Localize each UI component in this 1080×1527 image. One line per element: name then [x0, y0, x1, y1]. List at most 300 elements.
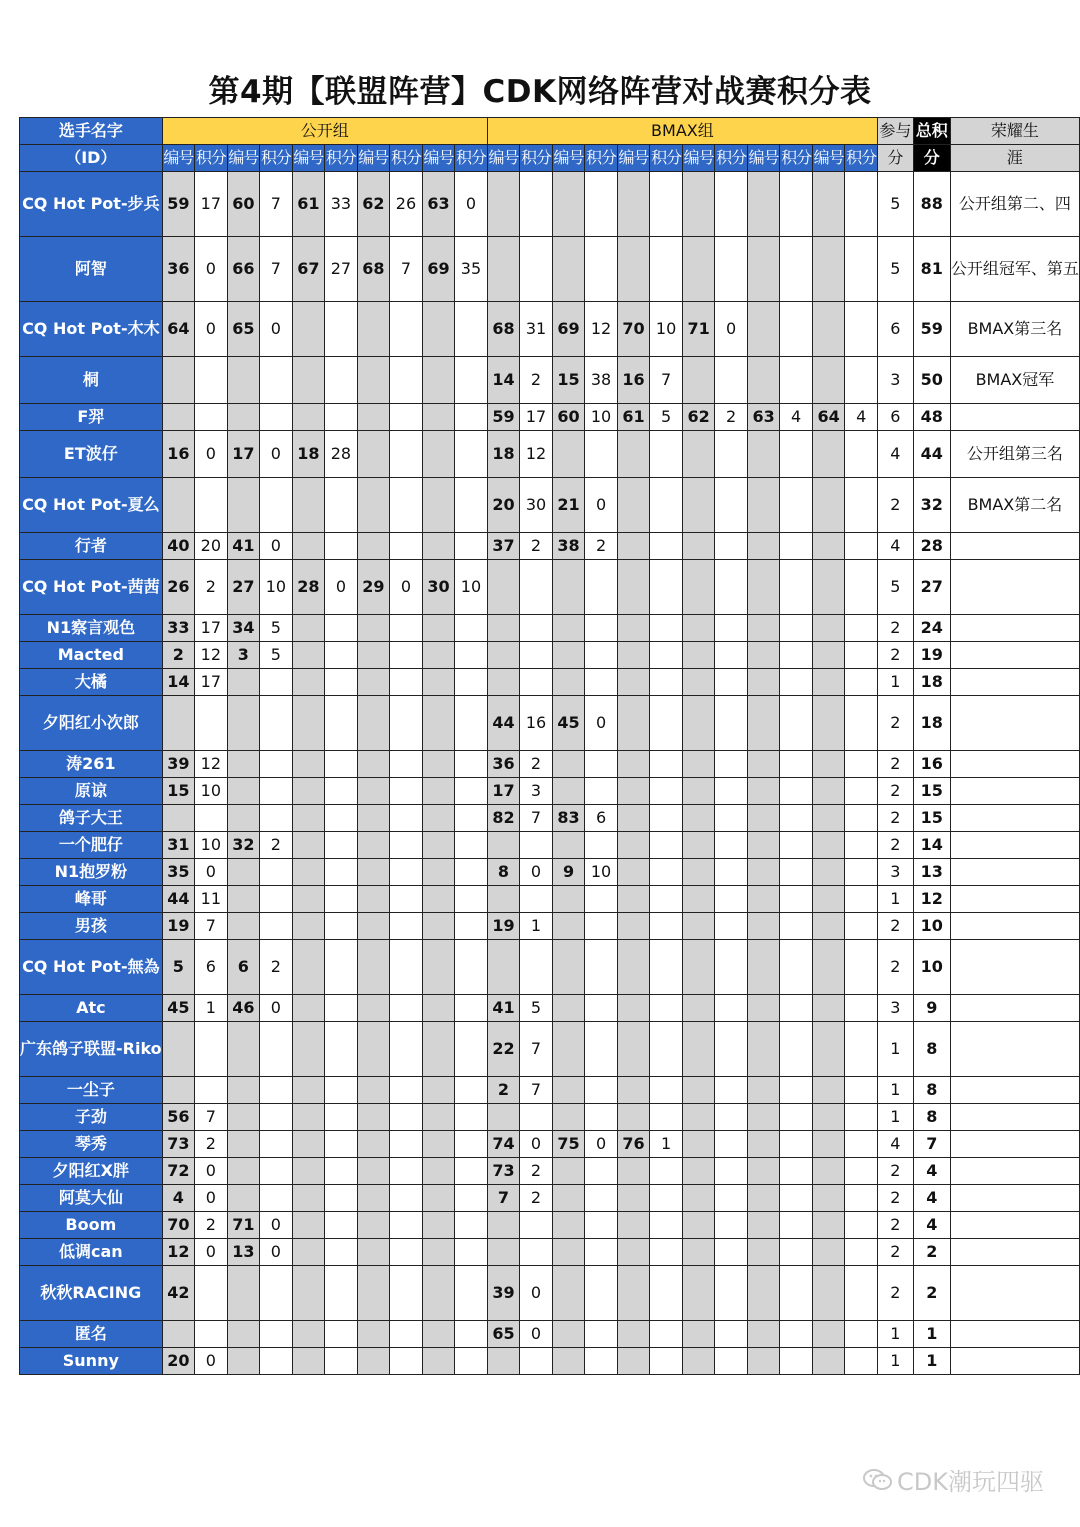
public-race-number: 31	[162, 832, 194, 859]
bmax-race-number	[812, 615, 844, 642]
table-row	[20, 669, 1080, 696]
bmax-race-score	[715, 913, 748, 940]
table-row	[20, 431, 1080, 478]
total-score: 24	[913, 615, 950, 642]
public-race-score: 28	[325, 431, 358, 478]
bmax-group-header: BMAX组	[487, 118, 877, 145]
bmax-race-score	[715, 995, 748, 1022]
bmax-race-number	[617, 431, 649, 478]
participation-score: 3	[878, 859, 914, 886]
bmax-race-score	[715, 778, 748, 805]
public-race-score	[260, 404, 293, 431]
bmax-race-number	[487, 669, 519, 696]
bmax-race-number	[617, 478, 649, 533]
bmax-race-score	[585, 1077, 618, 1104]
bmax-race-score	[650, 615, 683, 642]
table-row	[20, 1022, 1080, 1077]
public-race-number: 56	[162, 1104, 194, 1131]
table-row	[20, 642, 1080, 669]
public-race-score	[455, 404, 488, 431]
sub-header-num: 编号	[357, 145, 389, 172]
public-race-score	[325, 751, 358, 778]
bmax-race-score	[520, 886, 553, 913]
bmax-race-number: 71	[682, 302, 714, 357]
bmax-race-score	[780, 1239, 813, 1266]
bmax-race-number	[487, 1348, 519, 1375]
bmax-race-number	[552, 1321, 584, 1348]
public-race-score: 12	[195, 751, 228, 778]
public-race-number	[357, 1131, 389, 1158]
public-race-score: 0	[260, 431, 293, 478]
public-race-number	[292, 886, 324, 913]
bmax-race-score	[845, 669, 878, 696]
public-race-score	[390, 669, 423, 696]
public-race-score	[195, 357, 228, 404]
bmax-race-number: 18	[487, 431, 519, 478]
public-race-score	[455, 1131, 488, 1158]
bmax-race-score	[650, 1321, 683, 1348]
participation-score: 4	[878, 1131, 914, 1158]
bmax-race-number: 64	[812, 404, 844, 431]
sub-header-score: 积分	[780, 145, 813, 172]
bmax-race-score	[845, 1022, 878, 1077]
bmax-race-number	[487, 940, 519, 995]
public-race-score: 0	[260, 1239, 293, 1266]
player-name: F羿	[20, 404, 163, 431]
public-race-score: 7	[195, 913, 228, 940]
bmax-race-score	[650, 940, 683, 995]
bmax-race-score: 2	[520, 1185, 553, 1212]
bmax-race-number	[682, 1158, 714, 1185]
bmax-race-score: 10	[650, 302, 683, 357]
player-name: 涛261	[20, 751, 163, 778]
bmax-race-number	[747, 478, 779, 533]
total-score: 4	[913, 1212, 950, 1239]
public-race-number	[422, 940, 454, 995]
bmax-race-score	[780, 778, 813, 805]
public-race-score	[325, 1185, 358, 1212]
bmax-race-number	[617, 642, 649, 669]
bmax-race-score	[650, 751, 683, 778]
public-race-number: 41	[227, 533, 259, 560]
public-race-score	[260, 1266, 293, 1321]
public-race-number	[292, 1131, 324, 1158]
public-race-score	[455, 696, 488, 751]
public-race-score	[260, 1104, 293, 1131]
sub-header-num: 编号	[422, 145, 454, 172]
public-race-score	[390, 615, 423, 642]
public-race-number: 42	[162, 1266, 194, 1321]
public-race-number	[162, 478, 194, 533]
table-row	[20, 302, 1080, 357]
public-race-score	[390, 431, 423, 478]
bmax-race-number	[552, 1185, 584, 1212]
public-race-score: 0	[195, 1348, 228, 1375]
bmax-race-score	[715, 1239, 748, 1266]
public-race-number	[422, 1348, 454, 1375]
public-race-number	[227, 751, 259, 778]
public-race-number	[422, 357, 454, 404]
bmax-race-score	[715, 940, 748, 995]
bmax-race-score	[585, 1239, 618, 1266]
public-race-number: 28	[292, 560, 324, 615]
total-header-sub: 分	[913, 145, 950, 172]
public-race-score	[325, 1077, 358, 1104]
bmax-race-score	[780, 478, 813, 533]
public-race-number	[357, 615, 389, 642]
bmax-race-number	[552, 886, 584, 913]
bmax-race-score	[780, 1158, 813, 1185]
bmax-race-score	[585, 832, 618, 859]
bmax-race-number: 83	[552, 805, 584, 832]
bmax-race-score	[585, 995, 618, 1022]
public-race-score	[390, 859, 423, 886]
sub-header-num: 编号	[487, 145, 519, 172]
public-race-score	[325, 404, 358, 431]
public-race-score	[325, 669, 358, 696]
public-race-score	[455, 805, 488, 832]
bmax-race-score	[650, 1212, 683, 1239]
bmax-race-score	[715, 1212, 748, 1239]
bmax-race-score	[845, 431, 878, 478]
bmax-race-number	[617, 1158, 649, 1185]
total-score: 18	[913, 696, 950, 751]
bmax-race-number	[812, 1131, 844, 1158]
bmax-race-score: 1	[520, 913, 553, 940]
public-race-score	[325, 778, 358, 805]
public-race-score	[455, 1022, 488, 1077]
sub-header-num: 编号	[682, 145, 714, 172]
honor-record	[950, 1185, 1079, 1212]
public-race-score	[325, 642, 358, 669]
public-race-number	[292, 1239, 324, 1266]
bmax-race-score	[780, 172, 813, 237]
public-race-score	[325, 1022, 358, 1077]
public-race-number: 45	[162, 995, 194, 1022]
public-race-score	[455, 533, 488, 560]
bmax-race-number	[747, 560, 779, 615]
sub-header-num: 编号	[552, 145, 584, 172]
bmax-race-score	[520, 172, 553, 237]
bmax-race-number	[747, 995, 779, 1022]
table-row	[20, 832, 1080, 859]
table-row	[20, 560, 1080, 615]
public-race-score: 17	[195, 669, 228, 696]
public-race-number	[357, 357, 389, 404]
public-race-number	[227, 1185, 259, 1212]
bmax-race-number	[617, 1348, 649, 1375]
bmax-race-number	[682, 560, 714, 615]
participation-header-sub: 分	[878, 145, 914, 172]
honor-record	[950, 642, 1079, 669]
public-race-number	[162, 1321, 194, 1348]
honor-record	[950, 1239, 1079, 1266]
bmax-race-score	[650, 805, 683, 832]
sub-header-num: 编号	[227, 145, 259, 172]
total-score: 18	[913, 669, 950, 696]
name-header: 选手名字	[20, 118, 163, 145]
bmax-race-number	[617, 886, 649, 913]
public-race-number	[357, 1321, 389, 1348]
bmax-race-score	[845, 533, 878, 560]
public-race-number: 33	[162, 615, 194, 642]
bmax-race-score	[845, 615, 878, 642]
bmax-race-number	[617, 995, 649, 1022]
public-race-score	[455, 642, 488, 669]
participation-score: 5	[878, 560, 914, 615]
bmax-race-number: 36	[487, 751, 519, 778]
public-race-score: 0	[195, 859, 228, 886]
bmax-race-number	[552, 560, 584, 615]
bmax-race-number	[747, 1321, 779, 1348]
bmax-race-number	[682, 533, 714, 560]
bmax-race-number	[812, 431, 844, 478]
player-name: CQ Hot Pot-步兵	[20, 172, 163, 237]
public-race-number	[357, 1158, 389, 1185]
public-race-score	[455, 1185, 488, 1212]
public-race-score	[455, 995, 488, 1022]
public-race-score	[260, 1022, 293, 1077]
public-race-number: 27	[227, 560, 259, 615]
bmax-race-number	[812, 1321, 844, 1348]
bmax-race-number: 76	[617, 1131, 649, 1158]
public-race-score: 35	[455, 237, 488, 302]
participation-score: 2	[878, 778, 914, 805]
public-race-score: 0	[390, 560, 423, 615]
bmax-race-number	[682, 1077, 714, 1104]
bmax-race-number	[552, 1266, 584, 1321]
public-race-number	[292, 404, 324, 431]
player-name: 广东鸽子联盟-Riko	[20, 1022, 163, 1077]
bmax-race-number	[552, 832, 584, 859]
public-race-number	[422, 533, 454, 560]
bmax-race-score	[715, 533, 748, 560]
bmax-race-number: 7	[487, 1185, 519, 1212]
public-race-number: 59	[162, 172, 194, 237]
public-race-score	[325, 1212, 358, 1239]
bmax-race-number	[617, 940, 649, 995]
table-row	[20, 859, 1080, 886]
table-row	[20, 805, 1080, 832]
sub-header-score: 积分	[195, 145, 228, 172]
bmax-race-score	[845, 642, 878, 669]
public-race-number	[292, 615, 324, 642]
public-race-number	[227, 913, 259, 940]
public-race-number	[357, 669, 389, 696]
header-row-1	[20, 118, 1080, 145]
bmax-race-number: 19	[487, 913, 519, 940]
public-race-number	[357, 1239, 389, 1266]
bmax-race-score	[715, 615, 748, 642]
bmax-race-score	[845, 357, 878, 404]
bmax-race-score	[585, 1158, 618, 1185]
public-race-score	[260, 751, 293, 778]
page-title: 第4期【联盟阵营】CDK网络阵营对战赛积分表	[208, 74, 872, 110]
bmax-race-number	[747, 302, 779, 357]
bmax-race-score	[845, 1321, 878, 1348]
bmax-race-score	[650, 778, 683, 805]
bmax-race-number	[812, 1239, 844, 1266]
public-race-number	[357, 302, 389, 357]
public-race-number	[292, 913, 324, 940]
public-group-header: 公开组	[162, 118, 487, 145]
table-row	[20, 237, 1080, 302]
public-race-number: 72	[162, 1158, 194, 1185]
public-race-number	[227, 1131, 259, 1158]
public-race-number: 67	[292, 237, 324, 302]
public-race-score	[390, 1212, 423, 1239]
participation-score: 2	[878, 478, 914, 533]
bmax-race-number	[812, 669, 844, 696]
sub-header-score: 积分	[520, 145, 553, 172]
bmax-race-score	[715, 560, 748, 615]
public-race-score	[325, 1321, 358, 1348]
bmax-race-number	[617, 1266, 649, 1321]
total-score: 81	[913, 237, 950, 302]
bmax-race-score	[845, 995, 878, 1022]
participation-score: 1	[878, 1348, 914, 1375]
public-race-number: 3	[227, 642, 259, 669]
player-name: CQ Hot Pot-木木	[20, 302, 163, 357]
public-race-number	[227, 1158, 259, 1185]
public-race-score: 10	[260, 560, 293, 615]
bmax-race-number	[552, 778, 584, 805]
bmax-race-score: 0	[585, 1131, 618, 1158]
public-race-score	[195, 404, 228, 431]
public-race-score	[260, 1348, 293, 1375]
bmax-race-number	[552, 1158, 584, 1185]
public-race-number	[227, 1104, 259, 1131]
bmax-race-number	[487, 1104, 519, 1131]
bmax-race-score: 2	[585, 533, 618, 560]
bmax-race-number	[682, 642, 714, 669]
bmax-race-score	[520, 642, 553, 669]
public-race-score	[325, 1239, 358, 1266]
bmax-race-score: 1	[650, 1131, 683, 1158]
bmax-race-number: 69	[552, 302, 584, 357]
public-race-number: 34	[227, 615, 259, 642]
public-race-number	[292, 357, 324, 404]
player-name: 夕阳红小次郎	[20, 696, 163, 751]
public-race-score	[455, 1212, 488, 1239]
total-score: 28	[913, 533, 950, 560]
total-score: 50	[913, 357, 950, 404]
bmax-race-score	[585, 1348, 618, 1375]
bmax-race-number	[747, 696, 779, 751]
bmax-race-number	[747, 805, 779, 832]
bmax-race-number: 65	[487, 1321, 519, 1348]
public-race-score: 0	[195, 237, 228, 302]
bmax-race-score	[585, 1212, 618, 1239]
public-race-score: 0	[260, 1212, 293, 1239]
bmax-race-score	[520, 1212, 553, 1239]
honor-record	[950, 669, 1079, 696]
bmax-race-score	[650, 669, 683, 696]
bmax-race-score	[585, 237, 618, 302]
total-score: 32	[913, 478, 950, 533]
public-race-number: 69	[422, 237, 454, 302]
bmax-race-number	[682, 832, 714, 859]
bmax-race-number	[812, 1185, 844, 1212]
bmax-race-number: 17	[487, 778, 519, 805]
public-race-number	[422, 1131, 454, 1158]
bmax-race-number	[617, 1185, 649, 1212]
public-race-number: 2	[162, 642, 194, 669]
public-race-number	[292, 995, 324, 1022]
bmax-race-number	[747, 940, 779, 995]
public-race-score	[455, 940, 488, 995]
public-race-number	[422, 913, 454, 940]
bmax-race-number: 60	[552, 404, 584, 431]
player-name: 匿名	[20, 1321, 163, 1348]
public-race-number	[292, 859, 324, 886]
public-race-score	[325, 1348, 358, 1375]
bmax-race-number	[682, 805, 714, 832]
bmax-race-score	[715, 751, 748, 778]
bmax-race-score	[780, 1266, 813, 1321]
bmax-race-score: 30	[520, 478, 553, 533]
player-name: 峰哥	[20, 886, 163, 913]
bmax-race-score	[715, 1022, 748, 1077]
bmax-race-number	[487, 237, 519, 302]
bmax-race-number	[617, 1212, 649, 1239]
public-race-score	[455, 431, 488, 478]
public-race-number: 18	[292, 431, 324, 478]
honor-record: BMAX第三名	[950, 302, 1079, 357]
public-race-score	[195, 696, 228, 751]
total-score: 15	[913, 805, 950, 832]
public-race-score	[390, 1185, 423, 1212]
bmax-race-number: 74	[487, 1131, 519, 1158]
player-name: 低调can	[20, 1239, 163, 1266]
bmax-race-score	[585, 431, 618, 478]
bmax-race-number	[552, 615, 584, 642]
public-race-score	[195, 805, 228, 832]
honor-record	[950, 1321, 1079, 1348]
table-row	[20, 1239, 1080, 1266]
player-name: 行者	[20, 533, 163, 560]
public-race-score	[325, 1158, 358, 1185]
bmax-race-number	[682, 1022, 714, 1077]
bmax-race-number	[552, 995, 584, 1022]
bmax-race-number	[747, 431, 779, 478]
public-race-number: 36	[162, 237, 194, 302]
bmax-race-number	[682, 1104, 714, 1131]
bmax-race-score: 10	[585, 859, 618, 886]
bmax-race-number	[617, 696, 649, 751]
bmax-race-score	[715, 1077, 748, 1104]
bmax-race-number	[617, 805, 649, 832]
bmax-race-score	[650, 1104, 683, 1131]
bmax-race-score	[715, 1266, 748, 1321]
bmax-race-score: 38	[585, 357, 618, 404]
public-race-score	[325, 357, 358, 404]
bmax-race-number: 22	[487, 1022, 519, 1077]
bmax-race-score	[780, 913, 813, 940]
public-race-score: 10	[195, 832, 228, 859]
bmax-race-number: 9	[552, 859, 584, 886]
public-race-number	[357, 886, 389, 913]
honor-record	[950, 696, 1079, 751]
public-race-score	[325, 478, 358, 533]
bmax-race-score: 10	[585, 404, 618, 431]
player-name: 秋秋RACING	[20, 1266, 163, 1321]
bmax-race-number	[812, 1077, 844, 1104]
honor-record: BMAX第二名	[950, 478, 1079, 533]
public-race-number	[357, 940, 389, 995]
participation-score: 2	[878, 1158, 914, 1185]
public-race-score	[195, 1022, 228, 1077]
